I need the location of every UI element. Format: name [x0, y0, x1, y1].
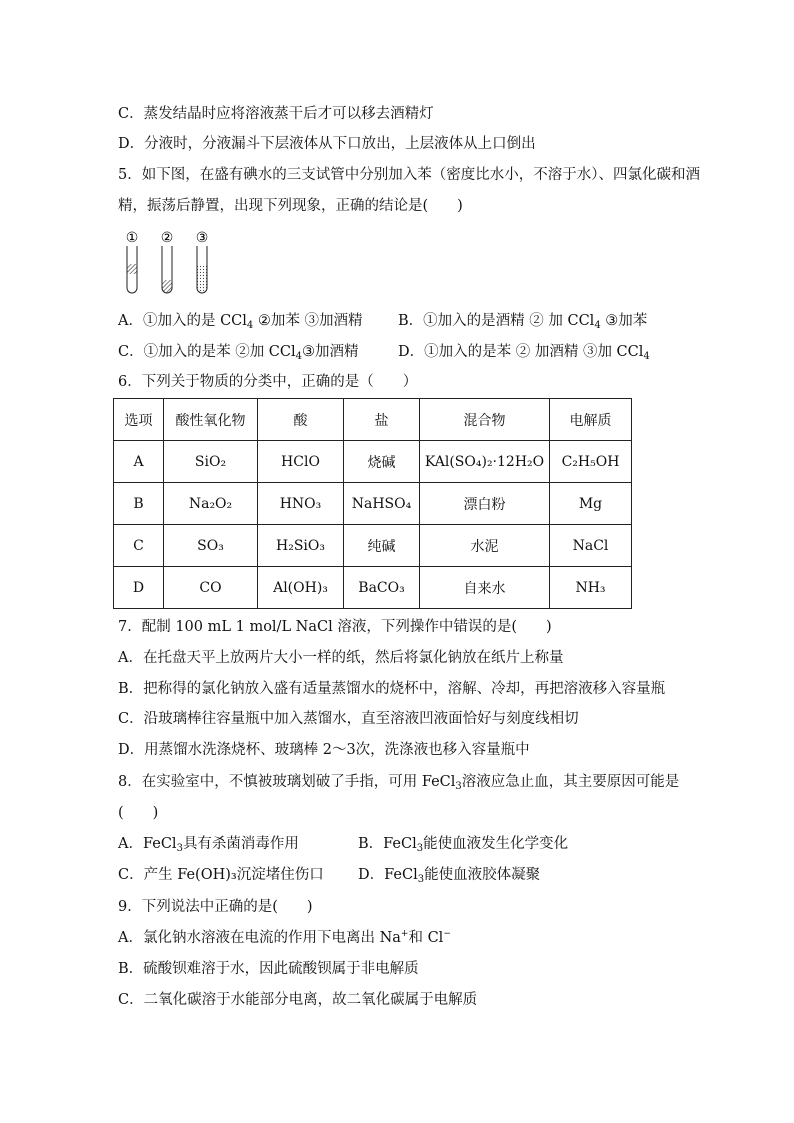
- q9-option-a: A．氯化钠水溶液在电流的作用下电离出 Na+和 Cl−: [118, 929, 451, 946]
- q7-stem: 7．配制 100 mL 1 mol/L NaCl 溶液，下列操作中错误的是( ): [118, 619, 552, 635]
- table-cell: NaCl: [550, 525, 632, 567]
- header-salt: 盐: [344, 399, 420, 441]
- q9-stem: 9．下列说法中正确的是( ): [118, 899, 313, 915]
- table-cell: 纯碱: [344, 525, 420, 567]
- table-cell: 烧碱: [344, 441, 420, 483]
- test-tube-1: [127, 246, 137, 293]
- table-cell: NH₃: [550, 567, 632, 609]
- table-cell: NaHSO₄: [344, 483, 420, 525]
- table-cell: Na₂O₂: [164, 483, 258, 525]
- q5-option-a: A．①加入的是 CCl$_4$ ②加苯 ③加酒精: [118, 313, 363, 331]
- table-cell: Al(OH)₃: [258, 567, 344, 609]
- q5-option-b: B．①加入的是酒精 ② 加 CCl$_4$ ③加苯: [398, 313, 648, 331]
- table-header-row: [114, 399, 632, 441]
- table-cell: B: [114, 483, 164, 525]
- header-acid: 酸: [258, 399, 344, 441]
- q8-option-d: D．FeCl$_3$能使血液胶体凝聚: [358, 867, 541, 885]
- q5-stem-line1: 5．如下图，在盛有碘水的三支试管中分别加入苯（密度比水小，不溶于水）、四氯化碳和酒: [118, 167, 700, 183]
- table-cell: C₂H₅OH: [550, 441, 632, 483]
- table-cell: HClO: [258, 441, 344, 483]
- table-cell: BaCO₃: [344, 567, 420, 609]
- table-cell: H₂SiO₃: [258, 525, 344, 567]
- test-tubes-figure: [118, 226, 228, 298]
- q5-option-c: C．①加入的是苯 ②加 CCl$_4$③加酒精: [118, 344, 359, 362]
- q4-option-d: D．分液时，分液漏斗下层液体从下口放出，上层液体从上口倒出: [118, 136, 536, 152]
- q7-option-d: D．用蒸馏水洗涤烧杯、玻璃棒 2～3次，洗涤液也移入容量瓶中: [118, 742, 530, 758]
- table-row: [114, 441, 632, 483]
- tube-label-1: ①: [125, 230, 139, 246]
- q4-option-c: C．蒸发结晶时应将溶液蒸干后才可以移去酒精灯: [118, 106, 434, 122]
- table-cell: D: [114, 567, 164, 609]
- q8-option-b: B．FeCl$_3$能使血液发生化学变化: [358, 836, 569, 854]
- table-cell: SiO₂: [164, 441, 258, 483]
- table-row: [114, 525, 632, 567]
- table-cell: 水泥: [420, 525, 550, 567]
- classification-table: [113, 398, 632, 609]
- q7-option-b: B．把称得的氯化钠放入盛有适量蒸馏水的烧杯中，溶解、冷却，再把溶液移入容量瓶: [118, 681, 666, 697]
- q5-option-d: D．①加入的是苯 ② 加酒精 ③加 CCl$_4$: [398, 344, 650, 362]
- q7-option-a: A．在托盘天平上放两片大小一样的纸，然后将氯化钠放在纸片上称量: [118, 650, 564, 666]
- header-acidic-oxide: 酸性氧化物: [164, 399, 258, 441]
- table-row: [114, 483, 632, 525]
- table-cell: CO: [164, 567, 258, 609]
- header-option: 选项: [114, 399, 164, 441]
- tube-label-3: ③: [195, 230, 209, 246]
- table-cell: KAl(SO₄)₂·12H₂O: [420, 441, 550, 483]
- q6-stem: 6．下列关于物质的分类中，正确的是（ ）: [118, 374, 418, 390]
- q5-stem-line2: 精，振荡后静置，出现下列现象，正确的结论是( ): [118, 198, 463, 214]
- header-mixture: 混合物: [420, 399, 550, 441]
- table-cell: HNO₃: [258, 483, 344, 525]
- table-cell: 自来水: [420, 567, 550, 609]
- header-electrolyte: 电解质: [550, 399, 632, 441]
- tube-label-2: ②: [160, 230, 174, 246]
- table-cell: A: [114, 441, 164, 483]
- table-cell: Mg: [550, 483, 632, 525]
- q7-option-c: C．沿玻璃棒往容量瓶中加入蒸馏水，直至溶液凹液面恰好与刻度线相切: [118, 711, 579, 727]
- table-row: [114, 567, 632, 609]
- q8-option-a: A．FeCl$_3$具有杀菌消毒作用: [118, 836, 299, 854]
- table-cell: 漂白粉: [420, 483, 550, 525]
- q8-stem-line2: ( ): [118, 805, 159, 821]
- test-tube-2: [162, 246, 172, 293]
- q9-option-b: B．硫酸钡难溶于水，因此硫酸钡属于非电解质: [118, 961, 419, 977]
- q9-option-c: C．二氧化碳溶于水能部分电离，故二氧化碳属于电解质: [118, 992, 478, 1008]
- table-cell: C: [114, 525, 164, 567]
- q8-option-c: C．产生 Fe(OH)₃沉淀堵住伤口: [118, 867, 324, 883]
- q8-stem-line1: 8．在实验室中，不慎被玻璃划破了手指，可用 FeCl$_3$溶液应急止血，其主要原因可能是: [118, 774, 680, 792]
- test-tube-3: [197, 246, 207, 293]
- table-cell: SO₃: [164, 525, 258, 567]
